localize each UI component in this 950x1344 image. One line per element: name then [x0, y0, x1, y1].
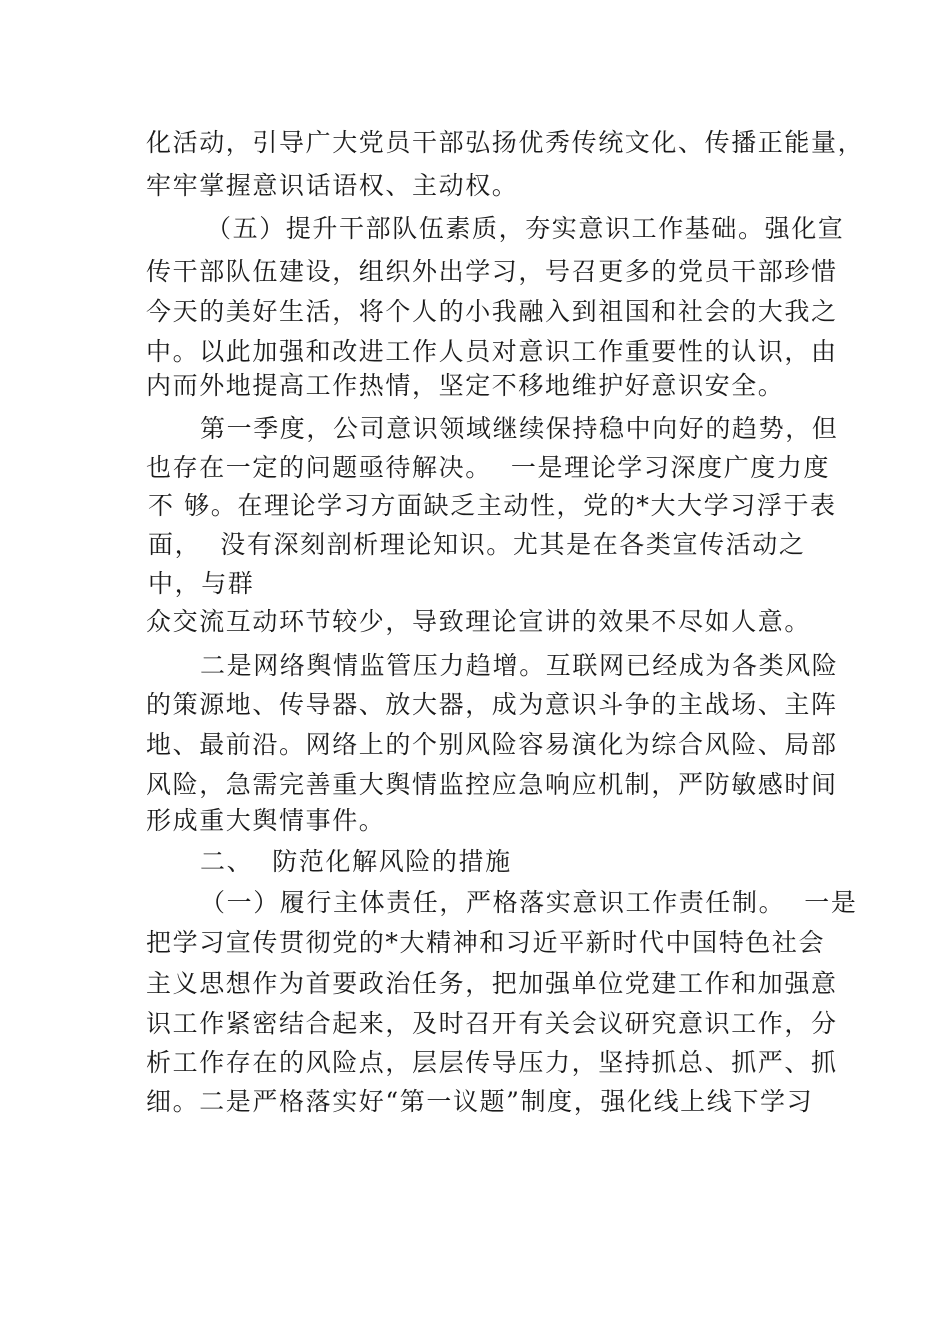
text-line: 牢牢掌握意识话语权、主动权。: [146, 171, 519, 200]
text-line: 中。以此加强和改进工作人员对意识工作重要性的认识，由: [146, 337, 838, 366]
text-line: （五）提升干部队伍素质，夯实意识工作基础。强化宣: [206, 214, 845, 243]
text-line: 把学习宣传贯彻党的*大精神和习近平新时代中国特色社会: [146, 928, 826, 957]
text-line: 第一季度，公司意识领域继续保持稳中向好的趋势，但: [200, 414, 839, 443]
text-line: 细。二是严格落实好“第一议题”制度，强化线上线下学习: [146, 1087, 814, 1116]
section-heading: 二、 防范化解风险的措施: [200, 847, 512, 876]
text-line: 不 够。在理论学习方面缺乏主动性，党的*大大学习浮于表: [148, 491, 837, 520]
text-line: 地、最前沿。网络上的个别风险容易演化为综合风险、局部: [146, 730, 838, 759]
text-line: 也存在一定的问题亟待解决。 一是理论学习深度广度力度: [146, 453, 831, 482]
text-line: 风险，急需完善重大舆情监控应急响应机制，严防敏感时间: [146, 770, 838, 799]
text-line: 众交流互动环节较少，导致理论宣讲的效果不尽如人意。: [146, 607, 812, 636]
text-line: 的策源地、传导器、放大器，成为意识斗争的主战场、主阵: [146, 690, 838, 719]
text-line: （一）履行主体责任，严格落实意识工作责任制。 一是: [200, 888, 858, 917]
text-line: 析工作存在的风险点，层层传导压力，坚持抓总、抓严、抓: [146, 1048, 838, 1077]
text-line: 识工作紧密结合起来，及时召开有关会议研究意识工作，分: [146, 1009, 838, 1038]
text-line: 内而外地提高工作热情，坚定不移地维护好意识安全。: [146, 371, 785, 400]
text-line: 传干部队伍建设，组织外出学习，号召更多的党员干部珍惜: [146, 257, 838, 286]
text-line: 形成重大舆情事件。: [146, 806, 386, 835]
text-line: 二是网络舆情监管压力趋增。互联网已经成为各类风险: [200, 651, 839, 680]
text-line: 中，与群: [148, 569, 255, 598]
text-line: 面， 没有深刻剖析理论知识。尤其是在各类宣传活动之: [148, 530, 806, 559]
text-line: 今天的美好生活，将个人的小我融入到祖国和社会的大我之: [146, 297, 838, 326]
text-line: 化活动，引导广大党员干部弘扬优秀传统文化、传播正能量，: [146, 128, 865, 157]
text-line: 主义思想作为首要政治任务，把加强单位党建工作和加强意: [146, 969, 838, 998]
